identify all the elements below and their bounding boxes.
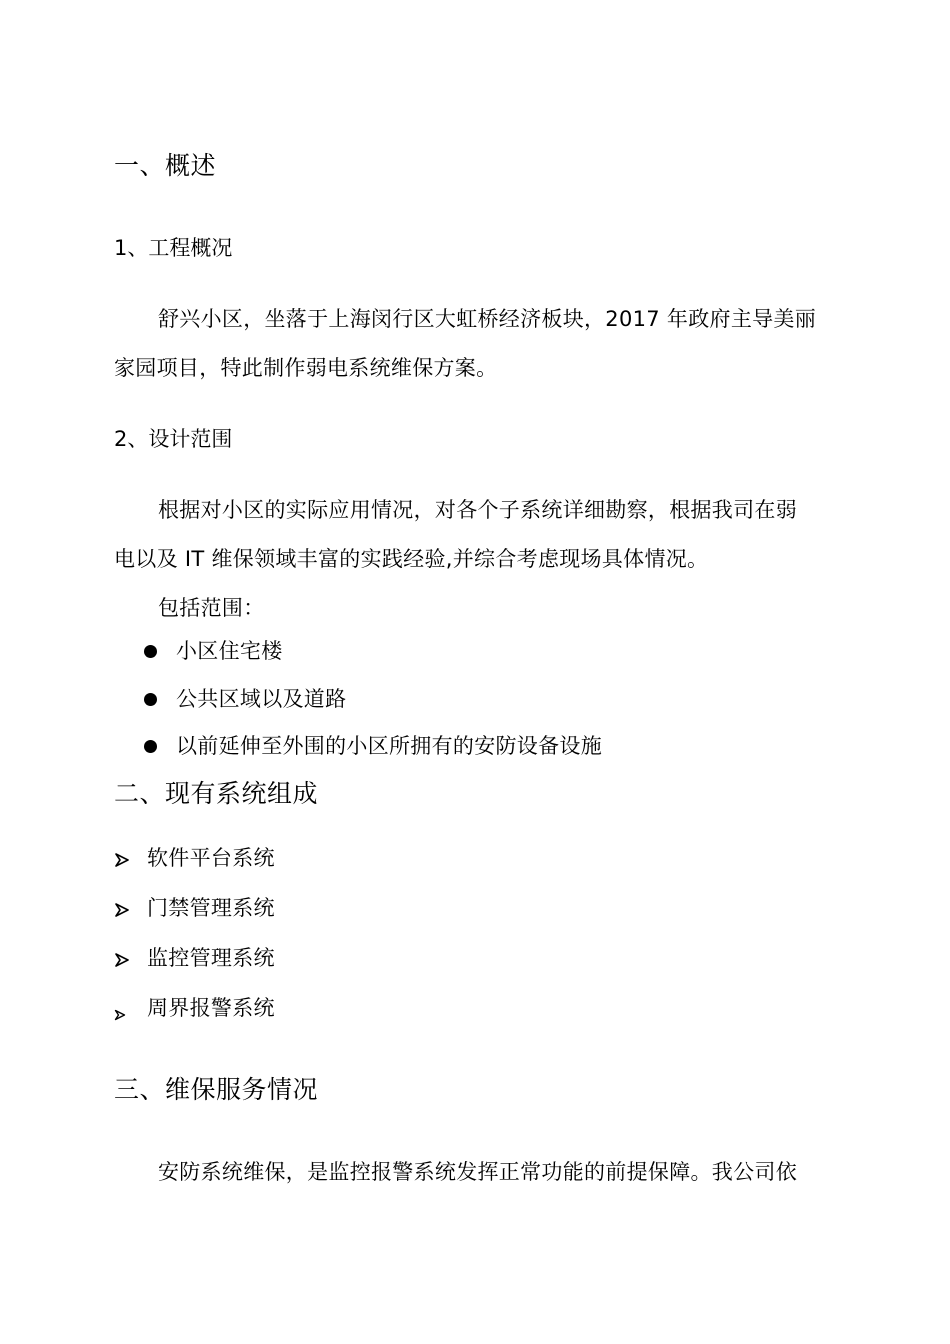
bullet-dot-icon xyxy=(144,693,157,706)
section2-heading: 二、现有系统组成 xyxy=(114,779,319,808)
systems-list-item: 软件平台系统 xyxy=(147,846,275,870)
section3-paragraph-line1: 安防系统维保，是监控报警系统发挥正常功能的前提保障。我公司依 xyxy=(158,1160,797,1184)
scope-list-item: 公共区域以及道路 xyxy=(176,687,347,711)
section3-heading: 三、维保服务情况 xyxy=(114,1075,319,1104)
systems-list-item: 门禁管理系统 xyxy=(147,896,275,920)
arrow-bullet-icon xyxy=(114,852,130,868)
scope-label: 包括范围： xyxy=(158,596,265,620)
arrow-bullet-icon xyxy=(114,952,130,968)
systems-list-item: 周界报警系统 xyxy=(147,996,275,1020)
section1-heading: 一、概述 xyxy=(114,151,217,180)
section1-sub1-paragraph-line1: 舒兴小区，坐落于上海闵行区大虹桥经济板块，2017 年政府主导美丽 xyxy=(158,307,817,331)
scope-list-item: 小区住宅楼 xyxy=(176,639,283,663)
section1-sub2-paragraph-line2: 电以及 IT 维保领域丰富的实践经验,并综合考虑现场具体情况。 xyxy=(114,547,709,571)
arrow-bullet-icon xyxy=(114,902,130,918)
section1-sub1-heading: 1、工程概况 xyxy=(114,236,233,260)
bullet-dot-icon xyxy=(144,740,157,753)
section1-sub2-paragraph-line1: 根据对小区的实际应用情况，对各个子系统详细勘察，根据我司在弱 xyxy=(158,498,797,522)
section1-sub2-heading: 2、设计范围 xyxy=(114,427,233,451)
systems-list-item: 监控管理系统 xyxy=(147,946,275,970)
arrow-bullet-icon xyxy=(114,1009,126,1021)
bullet-dot-icon xyxy=(144,645,157,658)
section1-sub1-paragraph-line2: 家园项目，特此制作弱电系统维保方案。 xyxy=(114,356,498,380)
scope-list-item: 以前延伸至外围的小区所拥有的安防设备设施 xyxy=(176,734,602,758)
